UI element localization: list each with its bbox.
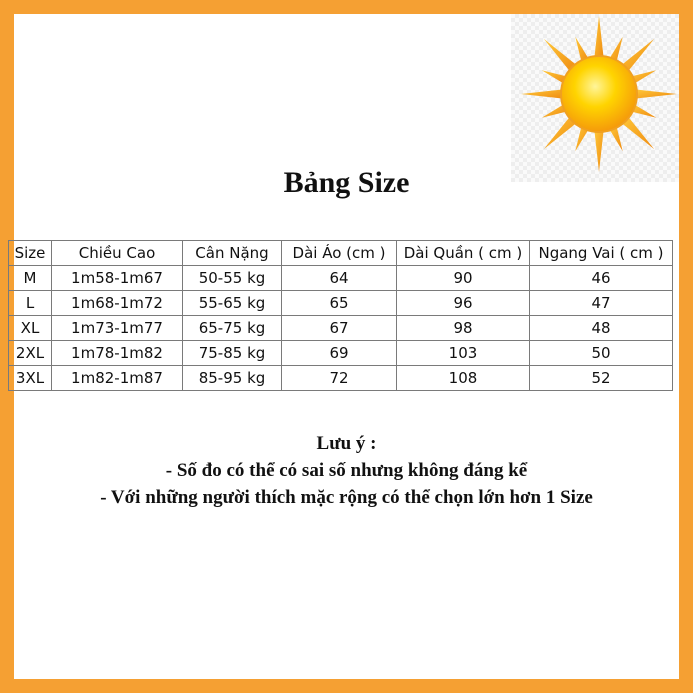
header-weight: Cân Nặng <box>183 241 282 266</box>
cell-shirt-length: 69 <box>282 341 397 366</box>
note-line: - Số đo có thể có sai số nhưng không đáng kể <box>165 460 528 481</box>
header-height: Chiều Cao <box>52 241 183 266</box>
sun-image <box>511 14 679 182</box>
cell-weight: 75-85 kg <box>183 341 282 366</box>
note-line: - Với những người thích mặc rộng có thể chọn lớn hơn 1 Size <box>100 487 593 508</box>
cell-shirt-length: 65 <box>282 291 397 316</box>
cell-shirt-length: 67 <box>282 316 397 341</box>
table-row <box>9 266 673 291</box>
cell-size: L <box>9 291 52 316</box>
cell-height: 1m58-1m67 <box>52 266 183 291</box>
size-table <box>8 240 673 391</box>
cell-shirt-length: 72 <box>282 366 397 391</box>
cell-pants-length: 108 <box>397 366 530 391</box>
cell-pants-length: 96 <box>397 291 530 316</box>
notes <box>14 430 679 511</box>
notes-heading: Lưu ý : <box>316 433 377 454</box>
cell-shoulder-width: 52 <box>530 366 673 391</box>
table-row <box>9 316 673 341</box>
header-pants-length: Dài Quần ( cm ) <box>397 241 530 266</box>
cell-weight: 55-65 kg <box>183 291 282 316</box>
cell-height: 1m82-1m87 <box>52 366 183 391</box>
table-row <box>9 366 673 391</box>
table-row <box>9 291 673 316</box>
cell-weight: 50-55 kg <box>183 266 282 291</box>
cell-height: 1m78-1m82 <box>52 341 183 366</box>
cell-weight: 65-75 kg <box>183 316 282 341</box>
cell-weight: 85-95 kg <box>183 366 282 391</box>
cell-shoulder-width: 46 <box>530 266 673 291</box>
table-header-row <box>9 241 673 266</box>
cell-shoulder-width: 47 <box>530 291 673 316</box>
page-title: Bảng Size <box>283 166 410 199</box>
cell-pants-length: 90 <box>397 266 530 291</box>
header-size: Size <box>9 241 52 266</box>
cell-shirt-length: 64 <box>282 266 397 291</box>
sun-icon <box>511 14 679 182</box>
header-shirt-length: Dài Áo (cm ) <box>282 241 397 266</box>
cell-size: M <box>9 266 52 291</box>
cell-size: 2XL <box>9 341 52 366</box>
cell-shoulder-width: 50 <box>530 341 673 366</box>
cell-size: XL <box>9 316 52 341</box>
cell-pants-length: 98 <box>397 316 530 341</box>
header-shoulder-width: Ngang Vai ( cm ) <box>530 241 673 266</box>
table-row <box>9 341 673 366</box>
cell-shoulder-width: 48 <box>530 316 673 341</box>
cell-height: 1m68-1m72 <box>52 291 183 316</box>
cell-size: 3XL <box>9 366 52 391</box>
cell-pants-length: 103 <box>397 341 530 366</box>
cell-height: 1m73-1m77 <box>52 316 183 341</box>
